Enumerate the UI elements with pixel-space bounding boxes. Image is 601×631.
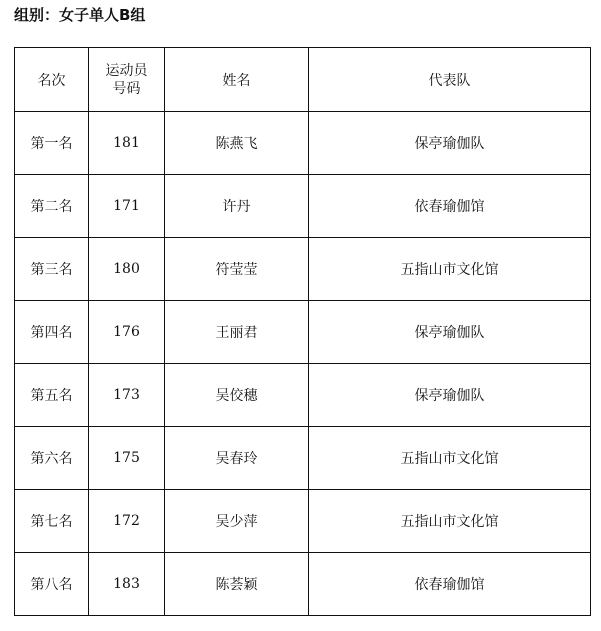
rank-cell: 第一名 bbox=[15, 112, 89, 175]
header-row bbox=[15, 48, 591, 112]
team-cell: 五指山市文化馆 bbox=[309, 238, 591, 301]
team-cell: 依春瑜伽馆 bbox=[309, 553, 591, 616]
results-table bbox=[14, 47, 591, 616]
team-cell: 保亭瑜伽队 bbox=[309, 364, 591, 427]
name-cell: 陈燕飞 bbox=[165, 112, 309, 175]
table-row bbox=[15, 364, 591, 427]
name-cell: 吴春玲 bbox=[165, 427, 309, 490]
table-row bbox=[15, 553, 591, 616]
header-team: 代表队 bbox=[309, 48, 591, 112]
results-table-body bbox=[15, 112, 591, 616]
team-cell: 五指山市文化馆 bbox=[309, 427, 591, 490]
results-table-header bbox=[15, 48, 591, 112]
table-row bbox=[15, 301, 591, 364]
rank-cell: 第五名 bbox=[15, 364, 89, 427]
rank-cell: 第四名 bbox=[15, 301, 89, 364]
athlete-number-cell: 172 bbox=[89, 490, 165, 553]
header-athlete-number bbox=[89, 48, 165, 112]
name-cell: 陈荟颖 bbox=[165, 553, 309, 616]
name-cell: 符莹莹 bbox=[165, 238, 309, 301]
athlete-number-cell: 171 bbox=[89, 175, 165, 238]
name-cell: 吴少萍 bbox=[165, 490, 309, 553]
name-cell: 王丽君 bbox=[165, 301, 309, 364]
rank-cell: 第二名 bbox=[15, 175, 89, 238]
name-cell: 许丹 bbox=[165, 175, 309, 238]
name-cell: 吴佼穗 bbox=[165, 364, 309, 427]
table-row bbox=[15, 427, 591, 490]
rank-cell: 第三名 bbox=[15, 238, 89, 301]
team-cell: 依春瑜伽馆 bbox=[309, 175, 591, 238]
team-cell: 保亭瑜伽队 bbox=[309, 301, 591, 364]
athlete-number-cell: 173 bbox=[89, 364, 165, 427]
table-row bbox=[15, 112, 591, 175]
rank-cell: 第八名 bbox=[15, 553, 89, 616]
rank-cell: 第六名 bbox=[15, 427, 89, 490]
header-athlete-number-label: 运动员号码 bbox=[105, 62, 148, 97]
table-row bbox=[15, 238, 591, 301]
team-cell: 保亭瑜伽队 bbox=[309, 112, 591, 175]
team-cell: 五指山市文化馆 bbox=[309, 490, 591, 553]
table-row bbox=[15, 490, 591, 553]
rank-cell: 第七名 bbox=[15, 490, 89, 553]
header-name: 姓名 bbox=[165, 48, 309, 112]
athlete-number-cell: 175 bbox=[89, 427, 165, 490]
table-row bbox=[15, 175, 591, 238]
athlete-number-cell: 183 bbox=[89, 553, 165, 616]
athlete-number-cell: 181 bbox=[89, 112, 165, 175]
header-rank: 名次 bbox=[15, 48, 89, 112]
athlete-number-cell: 180 bbox=[89, 238, 165, 301]
athlete-number-cell: 176 bbox=[89, 301, 165, 364]
group-title: 组别：女子单人B组 bbox=[14, 6, 146, 24]
